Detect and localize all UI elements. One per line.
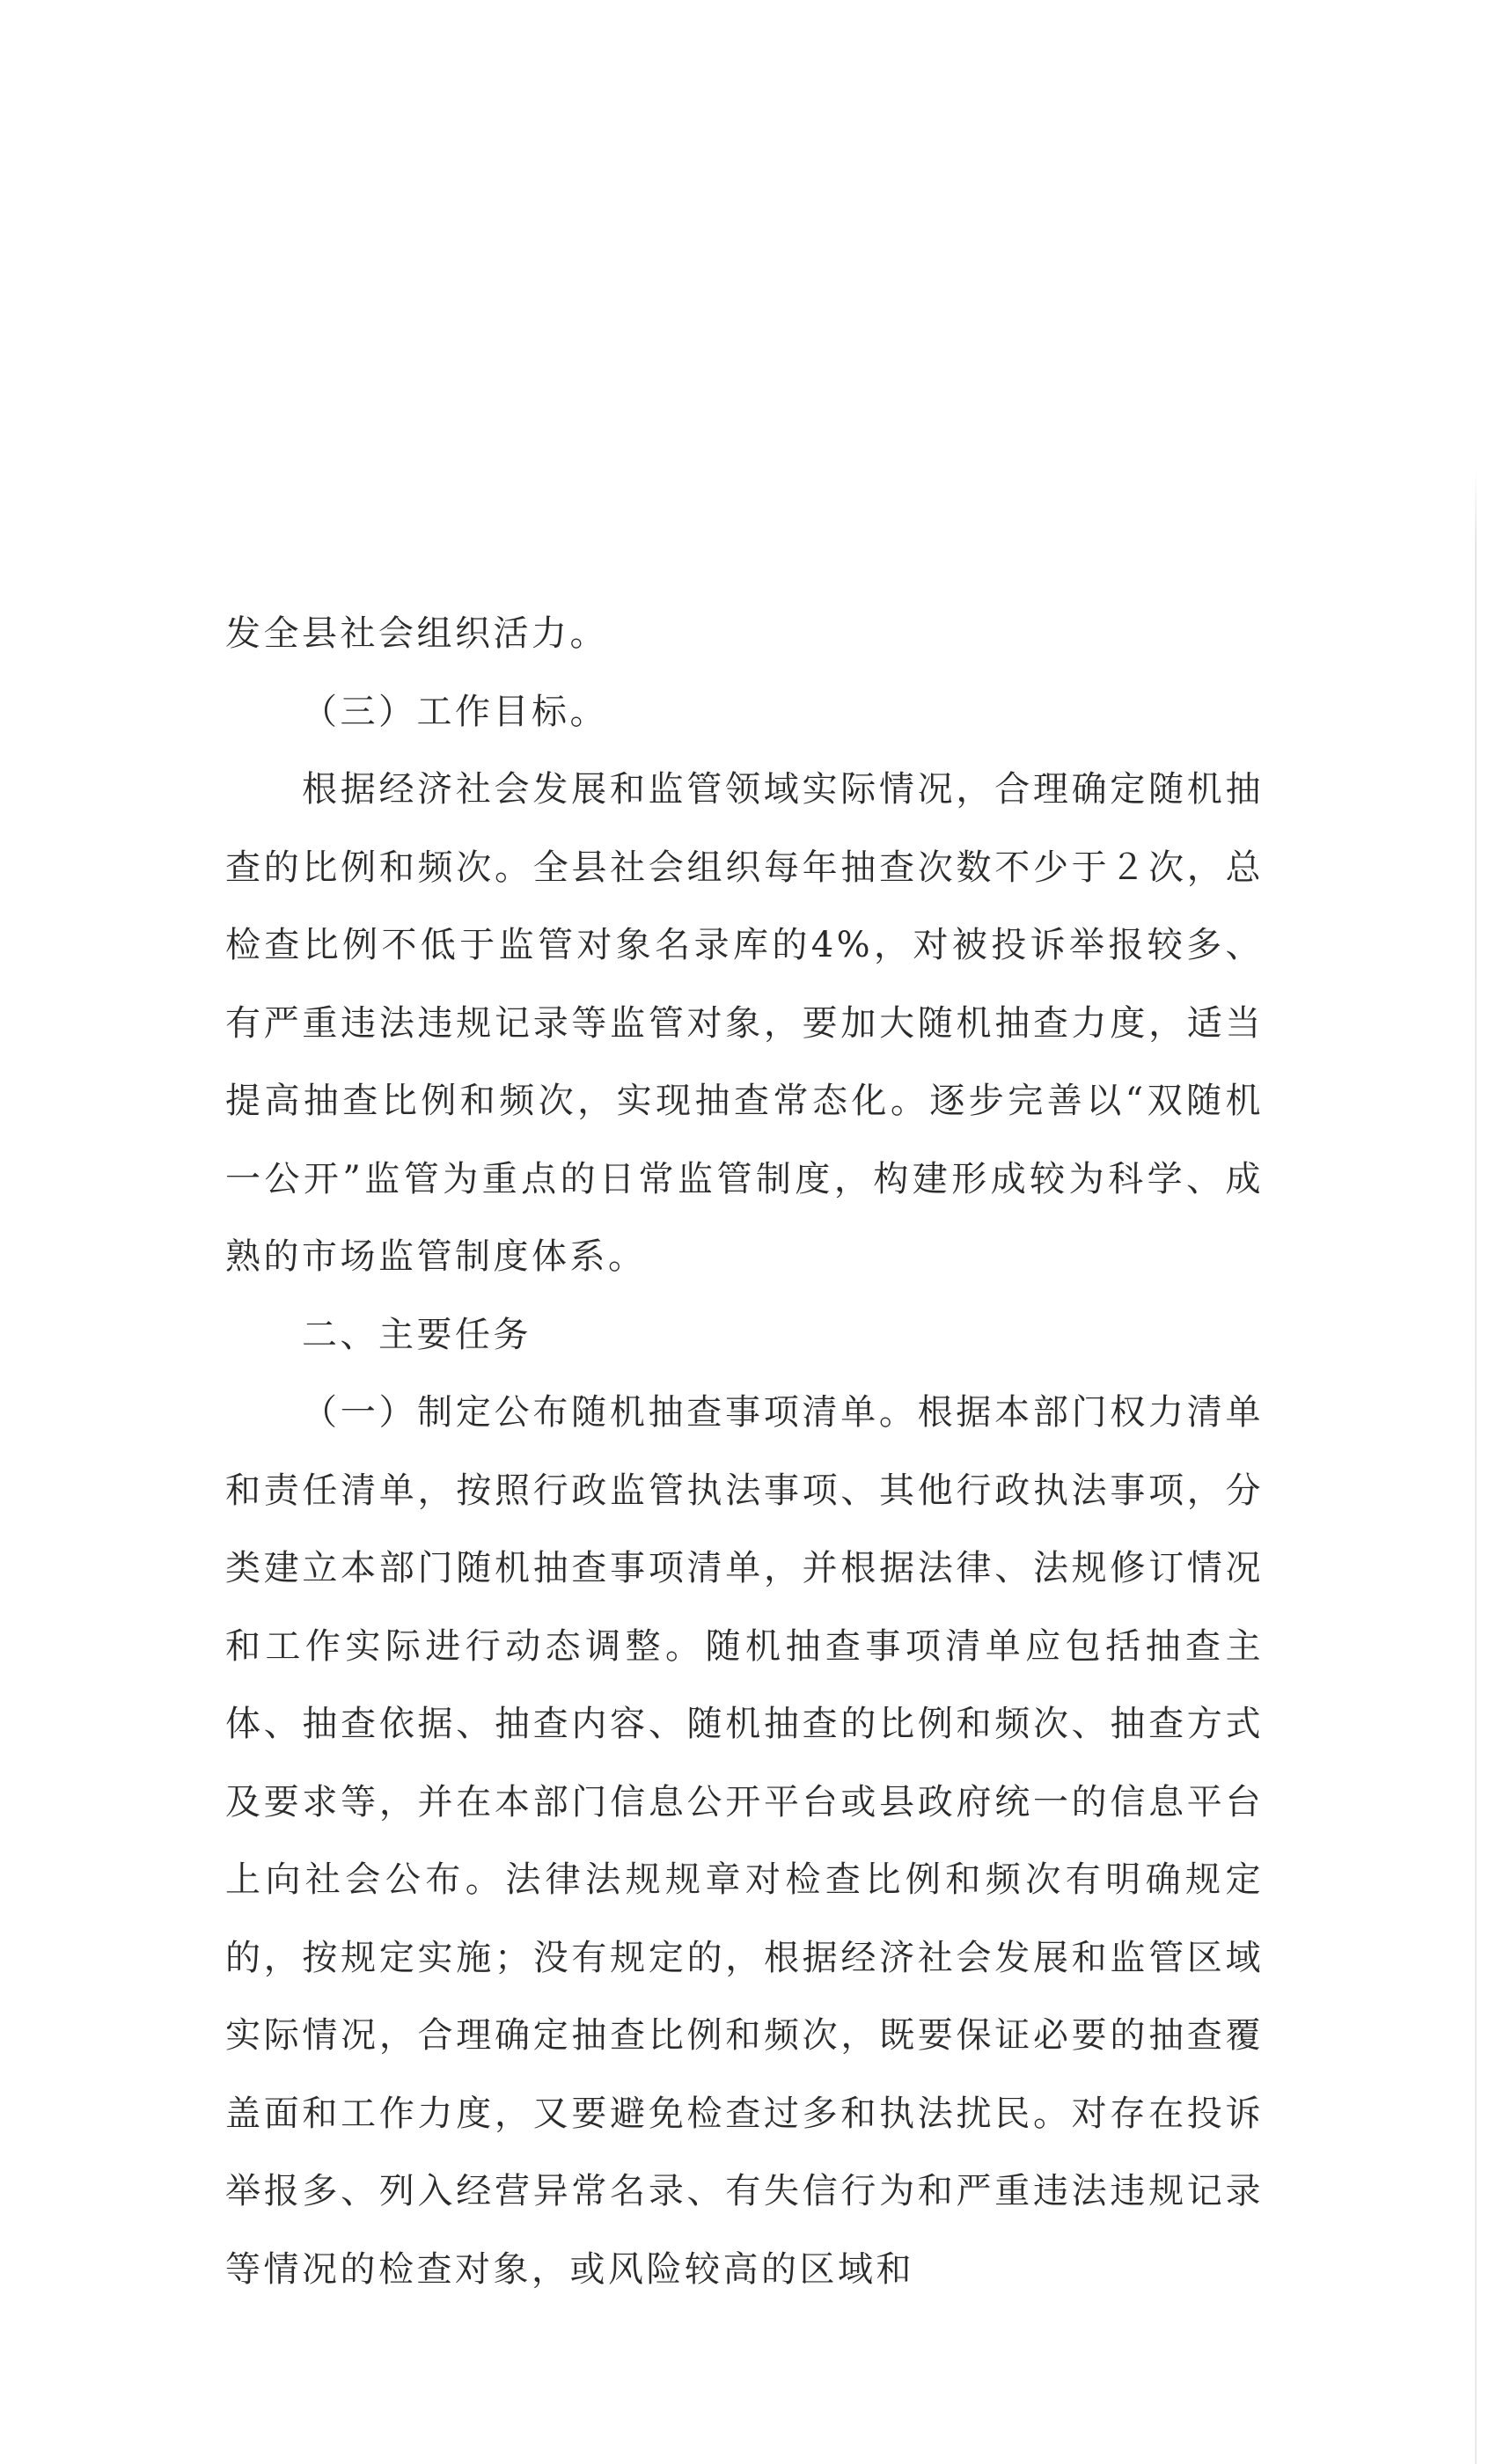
paragraph-continuation: 发全县社会组织活力。 <box>225 613 608 654</box>
paragraph-task-one: （一）制定公布随机抽查事项清单。根据本部门权力清单和责任清单，按照行政监管执法事项、其他行政执法事项，分类建立本部门随机抽查事项清单，并根据法律、法规修订情况和工作实际进行动态调整。随机抽查事项清单应包括抽查主体、抽查依据、抽查内容、随机抽查的比例和频次、抽查方式及要求等，并在本部门信息公开平台或县政府统一的信息平台上向社会公布。法律法规规章对检查比例和频次有明确规定的，按规定实施；没有规定的，根据经济社会发展和监管区域实际情况，合理确定抽查比例和频次，既要保证必要的抽查覆盖面和工作力度，又要避免检查过多和执法扰民。对存在投诉举报多、列入经营异常名录、有失信行为和严重违法违规记录等情况的检查对象，或风险较高的区域和 <box>225 1392 1264 2290</box>
document-body <box>225 595 1264 2308</box>
paragraph-work-goals: 根据经济社会发展和监管领域实际情况，合理确定随机抽查的比例和频次。全县社会组织每年抽查次数不少于２次，总检查比例不低于监管对象名录库的4%，对被投诉举报较多、有严重违法违规记录等监管对象，要加大随机抽查力度，适当提高抽查比例和频次，实现抽查常态化。逐步完善以“双随机一公开”监管为重点的日常监管制度，构建形成较为科学、成熟的市场监管制度体系。 <box>225 769 1264 1277</box>
section-heading-main-tasks: 二、主要任务 <box>302 1314 532 1355</box>
section-heading-work-goals: （三）工作目标。 <box>302 691 608 732</box>
scan-edge-line <box>1475 0 1477 2464</box>
